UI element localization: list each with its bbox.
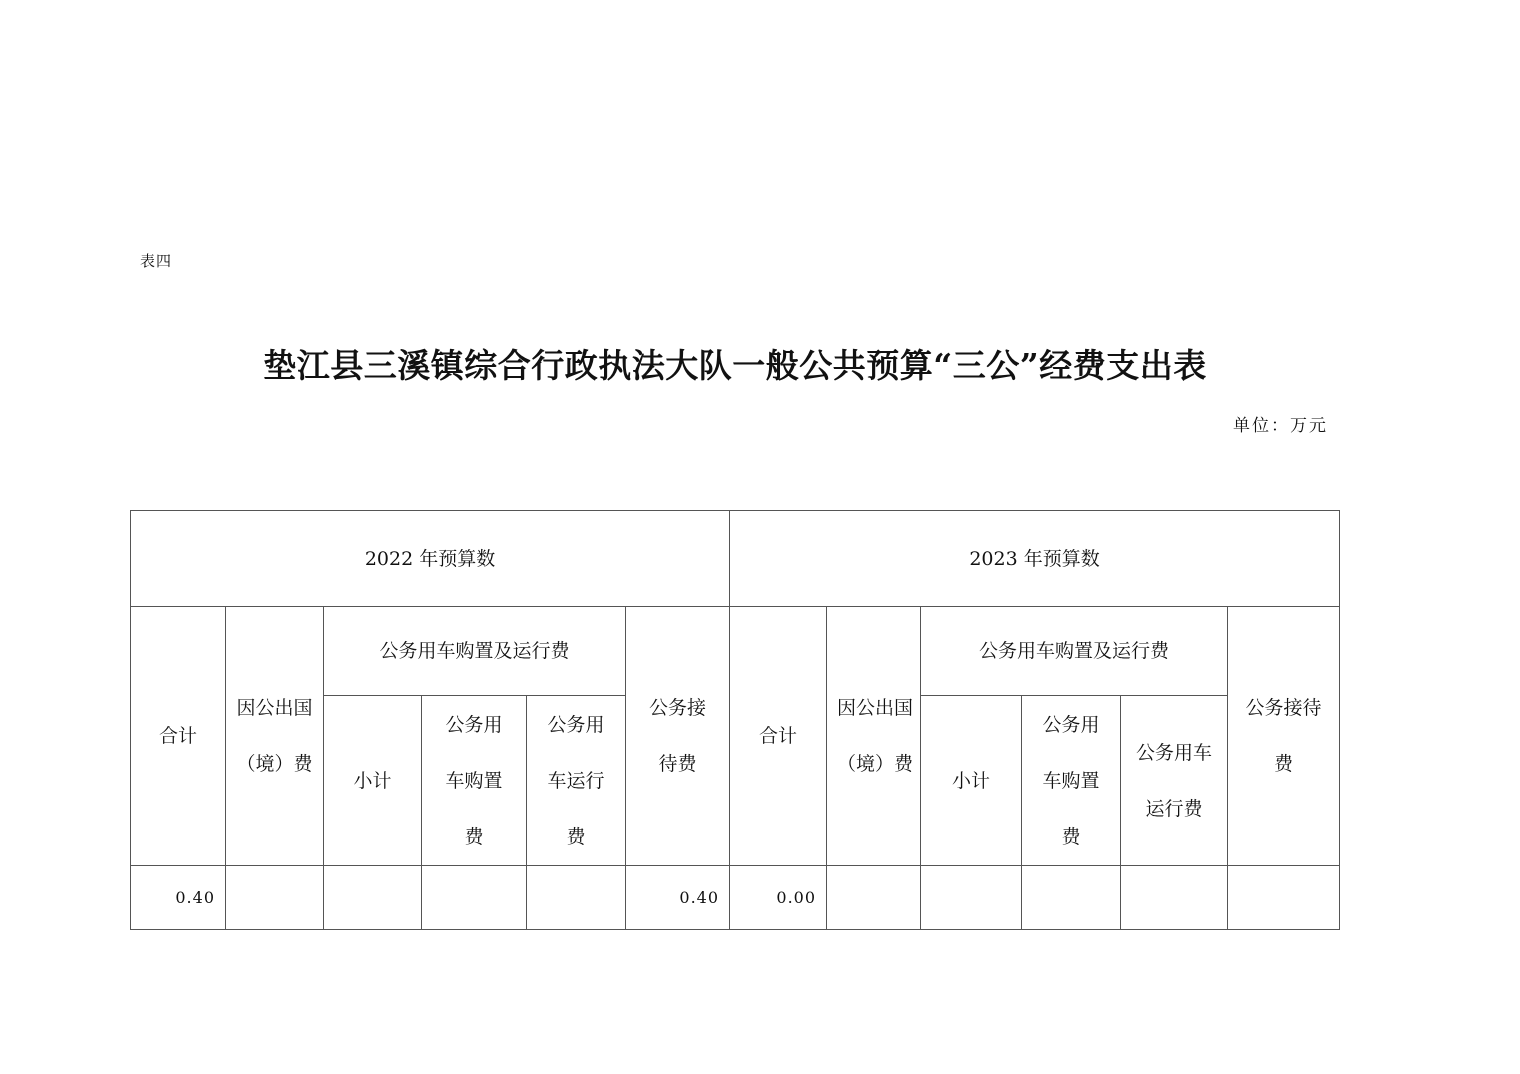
cell-car-purchase-2022 bbox=[422, 866, 527, 930]
col-car-running-2023: 公务用车运行费 bbox=[1121, 696, 1228, 866]
year-2023-header: 2023 年预算数 bbox=[730, 511, 1340, 607]
unit-label: 单位：万元 bbox=[1233, 416, 1328, 436]
cell-total-2022: 0.40 bbox=[131, 866, 226, 930]
col-subtotal-2022: 小计 bbox=[324, 696, 422, 866]
col-car-group-2022: 公务用车购置及运行费 bbox=[324, 607, 626, 696]
cell-car-purchase-2023 bbox=[1022, 866, 1121, 930]
col-total-2023: 合计 bbox=[730, 607, 827, 866]
table-row bbox=[131, 866, 1340, 930]
col-subtotal-2023: 小计 bbox=[921, 696, 1022, 866]
col-total-2022: 合计 bbox=[131, 607, 226, 866]
cell-abroad-2022 bbox=[226, 866, 324, 930]
year-2022-header: 2022 年预算数 bbox=[131, 511, 730, 607]
col-car-purchase-2023: 公务用车购置费 bbox=[1022, 696, 1121, 866]
col-abroad-2022: 因公出国（境）费 bbox=[226, 607, 324, 866]
cell-reception-2022: 0.40 bbox=[626, 866, 730, 930]
category-header-row bbox=[131, 607, 1340, 696]
col-reception-2023: 公务接待费 bbox=[1228, 607, 1340, 866]
cell-subtotal-2023 bbox=[921, 866, 1022, 930]
col-abroad-2023: 因公出国（境）费 bbox=[827, 607, 921, 866]
page-title: 垫江县三溪镇综合行政执法大队一般公共预算“三公”经费支出表 bbox=[263, 346, 1207, 385]
col-reception-2022: 公务接待费 bbox=[626, 607, 730, 866]
col-car-running-2022: 公务用车运行费 bbox=[527, 696, 626, 866]
cell-subtotal-2022 bbox=[324, 866, 422, 930]
col-car-group-2023: 公务用车购置及运行费 bbox=[921, 607, 1228, 696]
year-header-row bbox=[131, 511, 1340, 607]
col-car-purchase-2022: 公务用车购置费 bbox=[422, 696, 527, 866]
cell-car-running-2022 bbox=[527, 866, 626, 930]
table-number-label: 表四 bbox=[140, 252, 173, 270]
cell-car-running-2023 bbox=[1121, 866, 1228, 930]
cell-total-2023: 0.00 bbox=[730, 866, 827, 930]
cell-reception-2023 bbox=[1228, 866, 1340, 930]
budget-table bbox=[130, 510, 1340, 930]
cell-abroad-2023 bbox=[827, 866, 921, 930]
